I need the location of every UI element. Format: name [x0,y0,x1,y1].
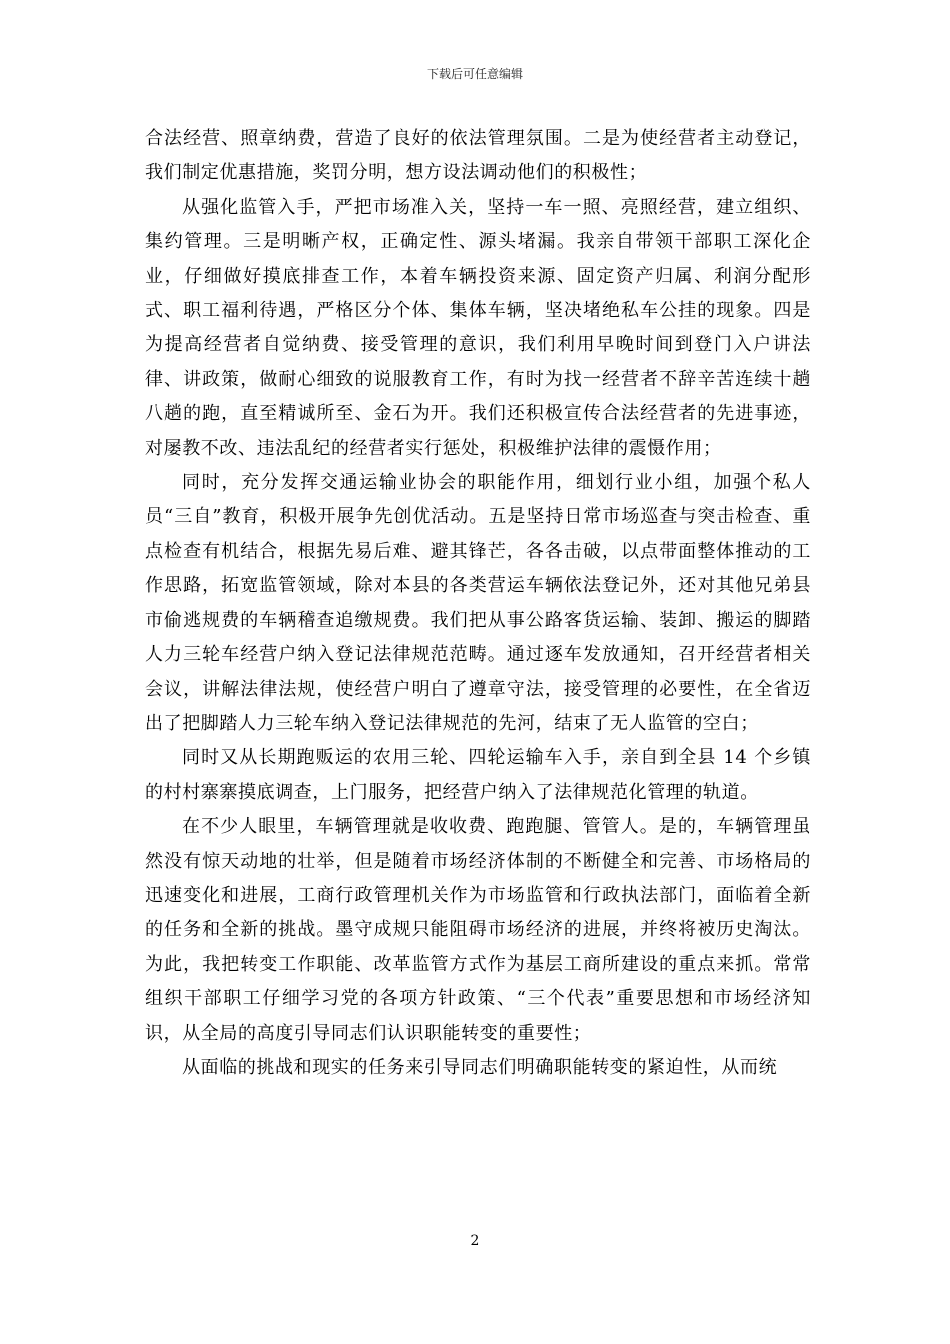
paragraph-3: 同时，充分发挥交通运输业协会的职能作用，细划行业小组，加强个私人员“三自”教育，积极开展争先创优活动。五是坚持日常市场巡查与突击检查、重点检查有机结合，根据先易后难、避其锋芒，各各击破，以点带面整体推动的工作思路，拓宽监管领域，除对本县的各类营运车辆依法登记外，还对其他兄弟县市偷逃规费的车辆稽查追缴规费。我们把从事公路客货运输、装卸、搬运的脚踏人力三轮车经营户纳入登记法律规范范畴。通过逐车发放通知，召开经营者相关会议，讲解法律法规，使经营户明白了遵章守法，接受管理的必要性，在全省迈出了把脚踏人力三轮车纳入登记法律规范的先河，结束了无人监管的空白； [145,472,811,734]
paragraph-5: 在不少人眼里，车辆管理就是收收费、跑跑腿、管管人。是的，车辆管理虽然没有惊天动地的壮举，但是随着市场经济体制的不断健全和完善、市场格局的迅速变化和进展，工商行政管理机关作为市场监管和行政执法部门，面临着全新的任务和全新的挑战。墨守成规只能阻碍市场经济的进展，并终将被历史淘汰。为此，我把转变工作职能、改革监管方式作为基层工商所建设的重点来抓。常常组织干部职工仔细学习党的各项方针政策、“三个代表”重要思想和市场经济知识，从全局的高度引导同志们认识职能转变的重要性； [145,816,811,1044]
paragraph-4: 同时又从长期跑贩运的农用三轮、四轮运输车入手，亲自到全县 14 个乡镇的村村寨寨摸底调查，上门服务，把经营户纳入了法律规范化管理的轨道。 [145,747,811,803]
paragraph-1: 合法经营、照章纳费，营造了良好的依法管理氛围。二是为使经营者主动登记，我们制定优惠措施，奖罚分明，想方设法调动他们的积极性； [145,128,811,184]
page-header: 下载后可任意编辑 [426,67,523,81]
page-number: 2 [470,1233,480,1249]
document-body [145,122,811,1085]
paragraph-2: 从强化监管入手，严把市场准入关，坚持一车一照、亮照经营，建立组织、集约管理。三是明晰产权，正确定性、源头堵漏。我亲自带领干部职工深化企业，仔细做好摸底排查工作，本着车辆投资来源、固定资产归属、利润分配形式、职工福利待遇，严格区分个体、集体车辆，坚决堵绝私车公挂的现象。四是为提高经营者自觉纳费、接受管理的意识，我们利用早晚时间到登门入户讲法律、讲政策，做耐心细致的说服教育工作，有时为找一经营者不辞辛苦连续十趟八趟的跑，直至精诚所至、金石为开。我们还积极宣传合法经营者的先进事迹，对屡教不改、违法乱纪的经营者实行惩处，积极维护法律的震慑作用； [145,196,811,459]
paragraph-6: 从面临的挑战和现实的任务来引导同志们明确职能转变的紧迫性，从而统 [182,1056,778,1078]
